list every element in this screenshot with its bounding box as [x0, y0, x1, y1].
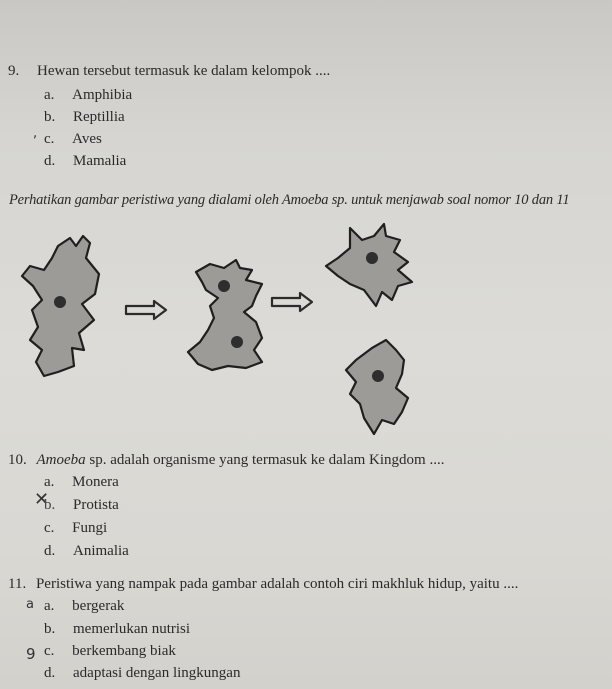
handwritten-tick-mark: , [33, 126, 38, 141]
option-letter: a. [44, 87, 55, 103]
q10-option-b[interactable] [44, 497, 119, 514]
q9-option-c[interactable] [44, 131, 102, 148]
option-text: Amphibia [72, 87, 133, 103]
q10-option-d[interactable] [44, 543, 129, 560]
amoeba-fission-figure [0, 222, 440, 444]
option-letter: d. [44, 153, 56, 169]
option-text: Animalia [73, 543, 129, 559]
option-text: Protista [73, 497, 119, 513]
q10-option-a[interactable] [44, 474, 119, 491]
option-text: Aves [72, 131, 102, 147]
option-letter: d. [44, 543, 56, 559]
q10-option-c[interactable] [44, 520, 107, 537]
instruction-text: Perhatikan gambar peristiwa yang dialami oleh Amoeba sp. untuk menjawab soal nomor 10 dan 11 [9, 192, 570, 208]
option-text: memerlukan nutrisi [73, 621, 191, 637]
q11-text: Peristiwa yang nampak pada gambar adalah contoh ciri makhluk hidup, yaitu .... [35, 576, 519, 592]
amoeba-daughter-nucleus-top [366, 252, 378, 264]
q11-option-c[interactable] [44, 643, 176, 660]
arrow-right-icon [126, 301, 166, 319]
option-text: adaptasi dengan lingkungan [73, 665, 241, 681]
q9-number: 9. [8, 63, 20, 79]
q11-stem [8, 576, 518, 593]
amoeba-parent-nucleus [54, 296, 66, 308]
option-text: Fungi [72, 520, 108, 536]
amoeba-dividing-nucleus-bottom [231, 336, 243, 348]
option-text: Reptillia [73, 109, 125, 125]
option-letter: b. [44, 109, 56, 125]
option-letter: a. [44, 598, 55, 614]
q10-stem [8, 452, 444, 469]
q9-stem [8, 63, 330, 80]
handwritten-letter-mark: a [26, 597, 34, 612]
q10-text-italic: Amoeba [36, 452, 86, 468]
option-letter: d. [44, 665, 56, 681]
q11-option-b[interactable] [44, 621, 190, 638]
option-text: berkembang biak [72, 643, 176, 659]
q9-option-b[interactable] [44, 109, 125, 126]
amoeba-daughter-nucleus-bottom [372, 370, 384, 382]
option-letter: b. [44, 497, 56, 513]
q10-text: sp. adalah organisme yang termasuk ke dalam Kingdom .... [85, 452, 445, 468]
q9-text: Hewan tersebut termasuk ke dalam kelompok .... [37, 63, 331, 79]
q9-option-d[interactable] [44, 153, 126, 170]
amoeba-daughter-cell-top [326, 224, 412, 306]
amoeba-daughter-cell-bottom [346, 340, 408, 434]
option-letter: a. [44, 474, 55, 490]
amoeba-dividing-nucleus-top [218, 280, 230, 292]
q10-number: 10. [8, 452, 27, 468]
option-letter: c. [44, 131, 55, 147]
q11-option-d[interactable] [44, 665, 240, 682]
amoeba-dividing-cell [188, 260, 262, 370]
option-letter: b. [44, 621, 56, 637]
option-letter: c. [44, 520, 55, 536]
arrow-right-icon [272, 293, 312, 311]
handwritten-number-mark: 9 [26, 645, 36, 663]
option-text: Mamalia [73, 153, 127, 169]
option-text: bergerak [72, 598, 125, 614]
option-text: Monera [72, 474, 119, 490]
q9-option-a[interactable] [44, 87, 132, 104]
q11-number: 11. [8, 576, 27, 592]
option-letter: c. [44, 643, 55, 659]
q11-option-a[interactable] [44, 598, 124, 615]
handwritten-cross-mark: ✕ [34, 489, 48, 510]
